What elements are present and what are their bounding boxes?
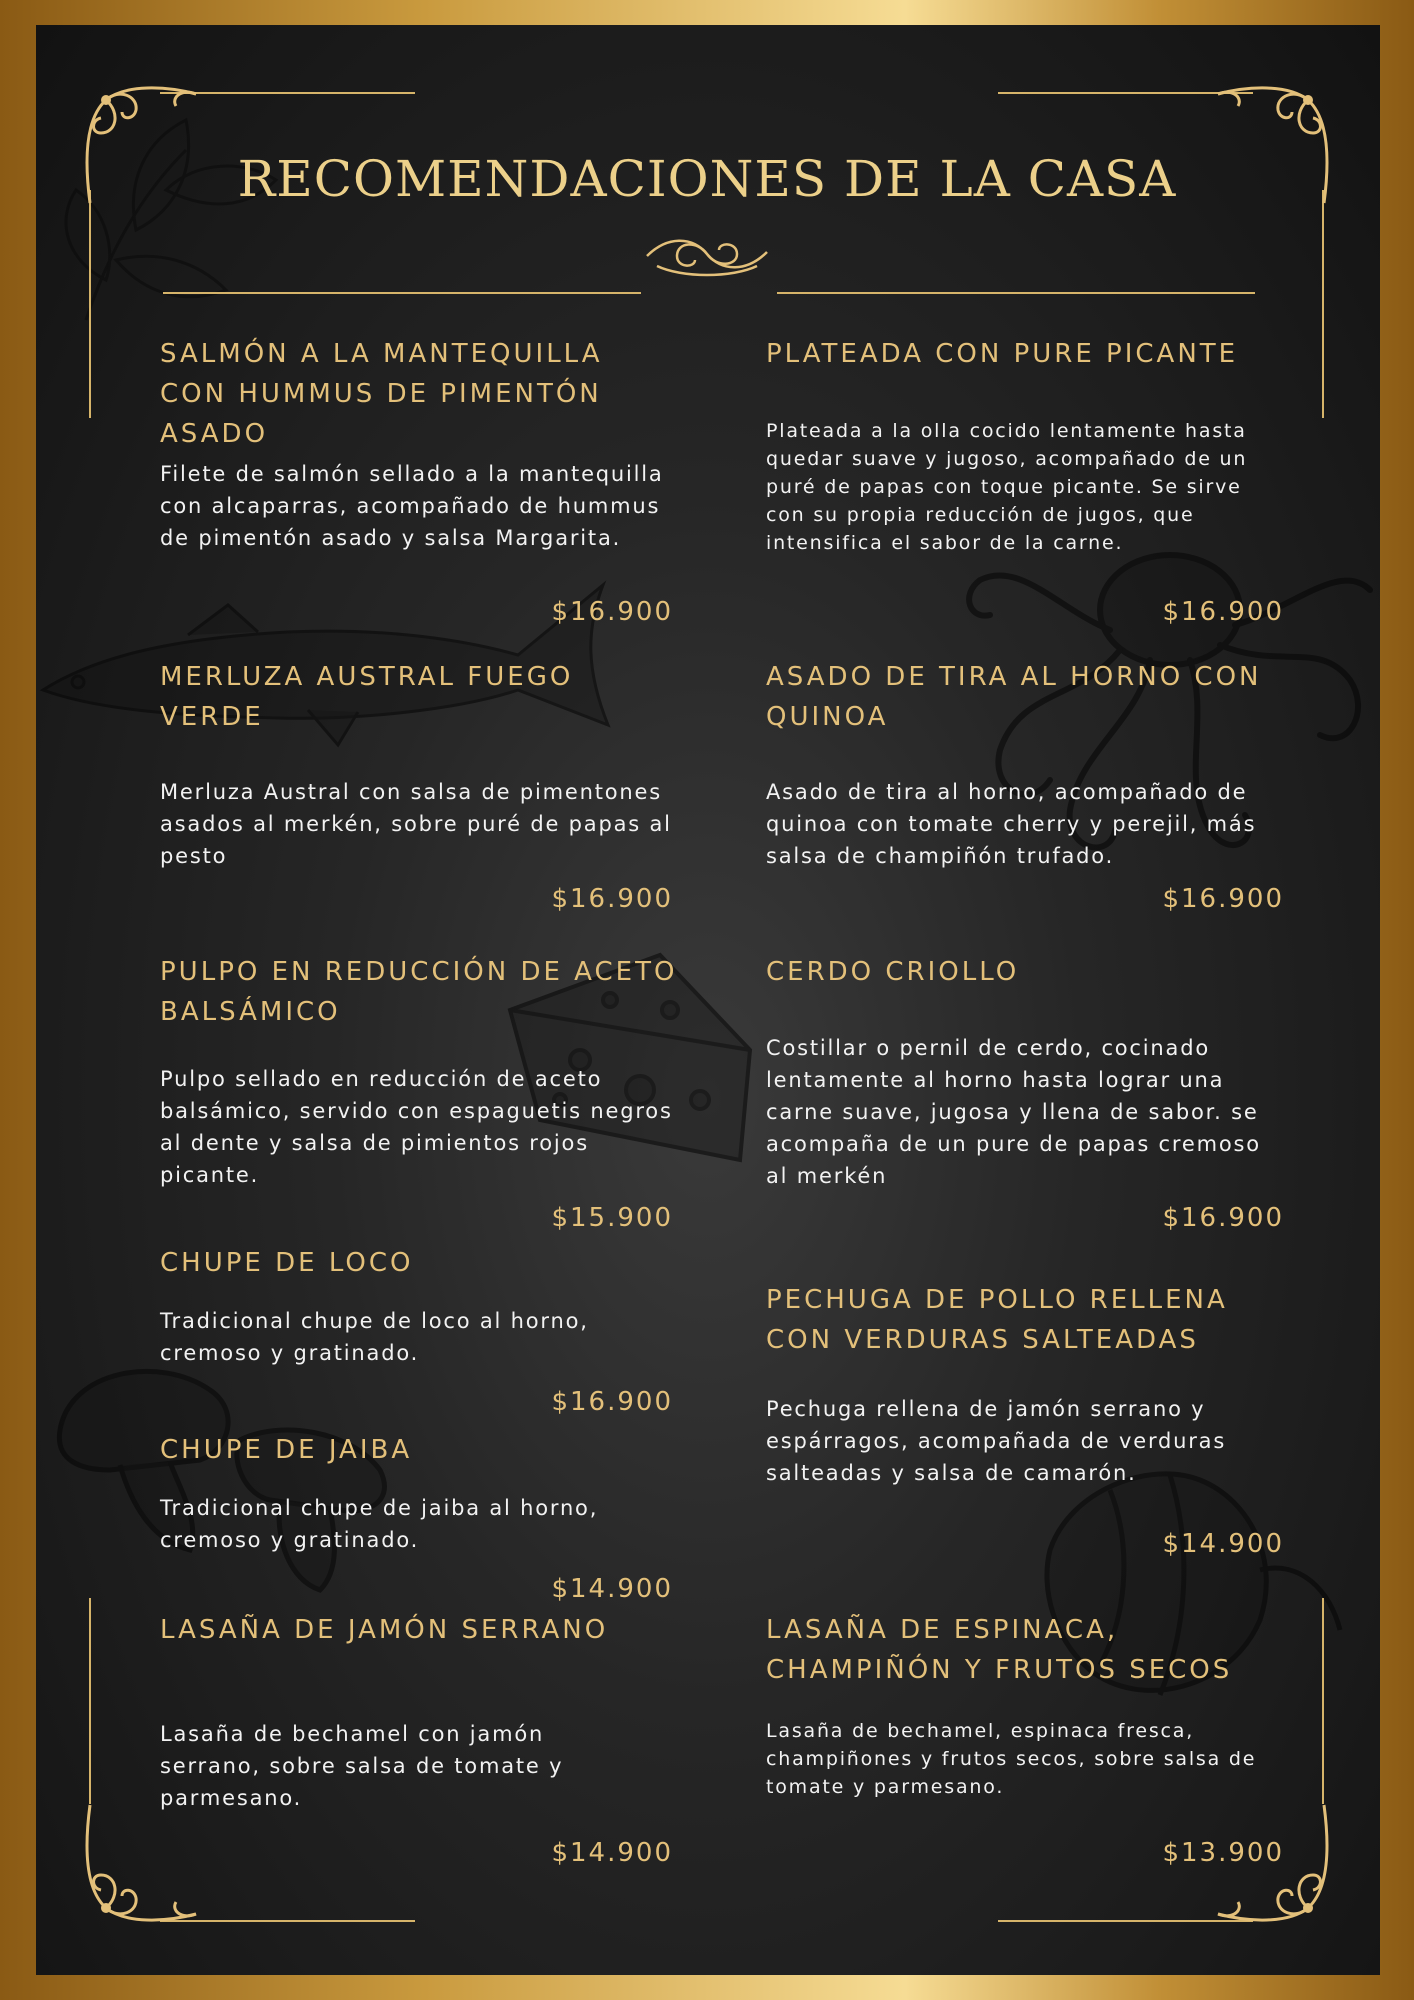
dish-price: $16.900: [1162, 597, 1284, 627]
dish-description: Merluza Austral con salsa de pimentones asados al merkén, sobre puré de papas al pesto: [160, 780, 672, 868]
dish-title: LASAÑA DE ESPINACA, CHAMPIÑÓN Y FRUTOS SECOS: [766, 1615, 1233, 1685]
title-rule-right: [777, 292, 1255, 294]
dish-price: $16.900: [551, 597, 673, 627]
dish-description: Filete de salmón sellado a la mantequilla con alcaparras, acompañado de hummus de pimentón asado y salsa Margarita.: [160, 462, 664, 550]
dish-title: SALMÓN A LA MANTEQUILLA CON HUMMUS DE PIMENTÓN ASADO: [160, 339, 603, 449]
dish-title: LASAÑA DE JAMÓN SERRANO: [160, 1615, 609, 1645]
dish-price: $16.900: [1162, 884, 1284, 914]
dish-description: Lasaña de bechamel, espinaca fresca, champiñones y frutos secos, sobre salsa de tomate y parmesano.: [766, 1720, 1257, 1798]
dish-description: Pulpo sellado en reducción de aceto balsámico, servido con espaguetis negros al dente y salsa de pimientos rojos picante.: [160, 1067, 673, 1187]
left-top-vline: [89, 190, 91, 418]
dish-title: CHUPE DE LOCO: [160, 1248, 414, 1278]
dish-price: $14.900: [551, 1574, 673, 1604]
dish-title: ASADO DE TIRA AL HORNO CON QUINOA: [766, 662, 1262, 732]
mushroom-sketch: [50, 1350, 410, 1600]
right-bottom-vline: [1322, 1598, 1324, 1804]
right-top-vline: [1322, 190, 1324, 418]
dish-price: $15.900: [551, 1203, 673, 1233]
dish-price: $13.900: [1162, 1838, 1284, 1868]
menu-title: RECOMENDACIONES DE LA CASA: [237, 150, 1177, 208]
title-rule-left: [163, 292, 641, 294]
dish-description: Tradicional chupe de loco al horno, cremoso y gratinado.: [160, 1309, 589, 1365]
dish-title: PULPO EN REDUCCIÓN DE ACETO BALSÁMICO: [160, 957, 678, 1027]
dish-title: MERLUZA AUSTRAL FUEGO VERDE: [160, 662, 574, 732]
dish-title: CERDO CRIOLLO: [766, 957, 1020, 987]
corner-flourish-bottom-left: [76, 1800, 206, 1930]
dish-description: Plateada a la olla cocido lentamente hasta quedar suave y jugoso, acompañado de un puré de papas con toque picante. Se sirve con su propia reducción de jugos, que intensifica el sabor de la carne.: [766, 420, 1248, 554]
dish-title: PECHUGA DE POLLO RELLENA CON VERDURAS SALTEADAS: [766, 1285, 1228, 1355]
center-flourish: [637, 226, 777, 282]
dish-price: $14.900: [551, 1838, 673, 1868]
dish-price: $16.900: [551, 884, 673, 914]
dish-description: Asado de tira al horno, acompañado de quinoa con tomate cherry y perejil, más salsa de champiñón trufado.: [766, 780, 1257, 868]
dish-price: $14.900: [1162, 1529, 1284, 1559]
left-bottom-vline: [89, 1598, 91, 1804]
dish-description: Tradicional chupe de jaiba al horno, cremoso y gratinado.: [160, 1496, 599, 1552]
dish-description: Lasaña de bechamel con jamón serrano, sobre salsa de tomate y parmesano.: [160, 1722, 564, 1810]
dish-description: Pechuga rellena de jamón serrano y espárragos, acompañada de verduras salteadas y salsa de camarón.: [766, 1397, 1227, 1485]
dish-price: $16.900: [1162, 1203, 1284, 1233]
dish-title: CHUPE DE JAIBA: [160, 1435, 413, 1465]
dish-title: PLATEADA CON PURE PICANTE: [766, 339, 1239, 369]
dish-price: $16.900: [551, 1387, 673, 1417]
dish-description: Costillar o pernil de cerdo, cocinado lentamente al horno hasta lograr una carne suave, jugosa y llena de sabor. se acompaña de un pure de papas cremoso al merkén: [766, 1036, 1261, 1188]
